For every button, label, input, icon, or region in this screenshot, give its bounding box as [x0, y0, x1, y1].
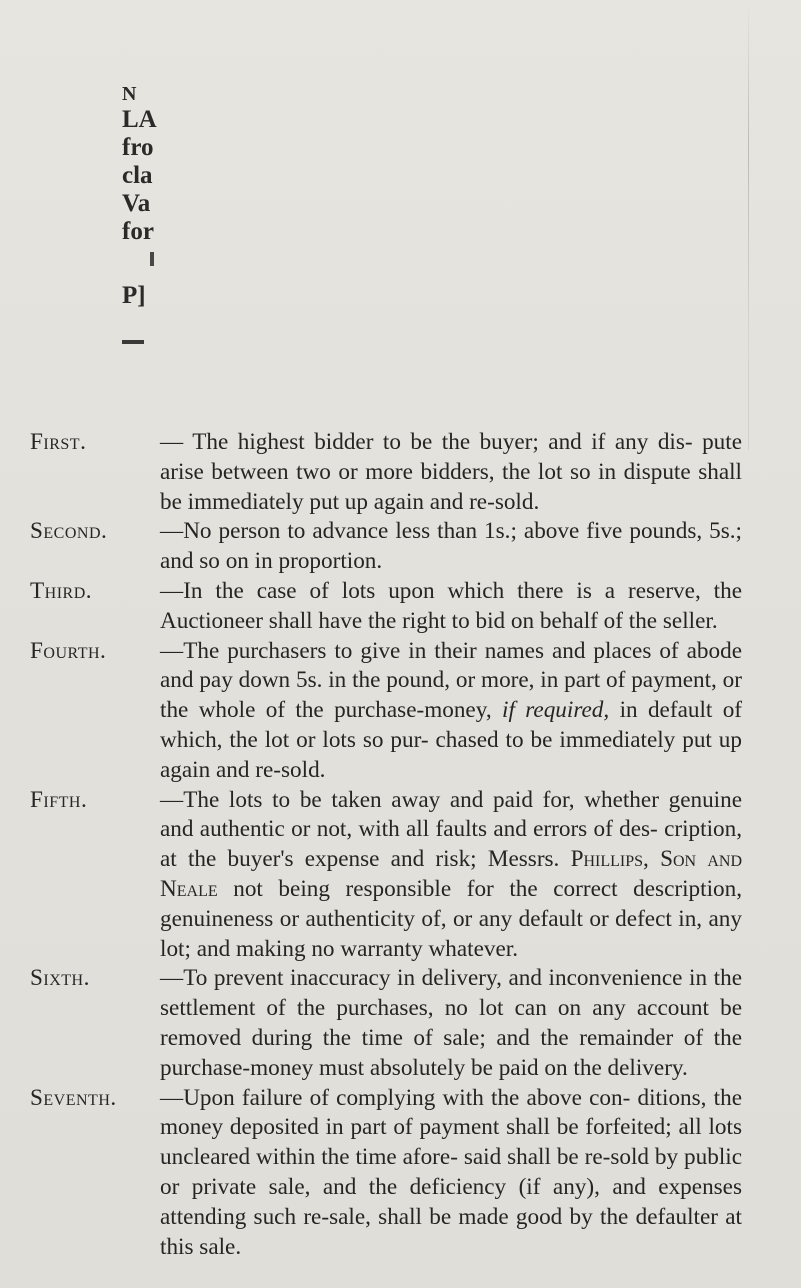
condition-heading: Fourth.	[30, 637, 107, 664]
fragment-mark	[150, 252, 154, 266]
condition-italic-text: if required,	[502, 697, 610, 724]
condition-text: in default of which, the lot or lots so pur- chased to be immediately put up again and re-sold.	[160, 697, 743, 783]
condition-text: —The purchasers to give in their names and places of abode and pay down 5s. in the pound, or more, in part of payment, or the whole of the purchase-money,	[160, 637, 742, 724]
fragment-bar	[122, 340, 144, 344]
page-crease	[748, 0, 749, 360]
fragment-line: LA	[122, 106, 157, 133]
condition-text: —Upon failure of complying with the above con- ditions, the money deposited in part of payment shall be forfeited; all lots uncleared within the time afore- said shall be re-sold by public or private sale, and the deficiency (if any), and expenses attending such re-sale, shall be made good by the defaulter at this sale.	[160, 1084, 742, 1260]
conditions-of-sale	[30, 428, 742, 1262]
fragment-line: cla	[122, 162, 153, 189]
fragment-line: N	[122, 83, 137, 105]
bleed-through-fragment	[122, 82, 192, 344]
page-crease-tail	[748, 360, 749, 450]
condition-heading: Seventh.	[30, 1084, 117, 1111]
condition-heading: Sixth.	[30, 965, 90, 992]
fragment-line: Va	[122, 190, 151, 217]
condition-heading: First.	[30, 429, 87, 455]
condition-text: —No person to advance less than 1s.; above five pounds, 5s.; and so on in proportion.	[160, 518, 742, 575]
condition-text: —In the case of lots upon which there is a reserve, the Auctioneer shall have the right to bid on behalf of the seller.	[160, 577, 742, 634]
condition-text: —To prevent inaccuracy in delivery, and inconvenience in the settlement of the purchases, no lot can on any account be removed during the time of sale; and the remainder of the purchase-money must absolutely be paid on the delivery.	[160, 965, 742, 1081]
condition-fourth	[30, 637, 742, 786]
condition-heading: Third.	[30, 577, 93, 604]
condition-second	[30, 517, 742, 577]
condition-text: —The lots to be taken away and paid for, whether genuine and authentic or not, with all faults and errors of des- cription, at the buyer's expense and risk; Messrs.	[160, 786, 742, 873]
condition-sixth	[30, 964, 742, 1083]
fragment-line: fro	[122, 134, 154, 161]
condition-heading: Fifth.	[30, 786, 88, 813]
condition-text: not being responsible for the correct description, genuineness or authenticity of, or any default or defect in, any lot; and making no warranty whatever.	[160, 875, 743, 962]
fragment-line: for	[122, 218, 154, 245]
condition-fifth	[30, 786, 742, 965]
fragment-line: P]	[122, 282, 146, 309]
condition-heading: Second.	[30, 518, 108, 545]
auctioneer-name: Phillips, Son and Neale	[160, 846, 742, 902]
condition-third	[30, 577, 742, 637]
condition-text: — The highest bidder to be the buyer; and if any dis- pute arise between two or more bidders, the lot so in dispute shall be immediately put up again and re-sold.	[160, 429, 742, 515]
condition-seventh	[30, 1084, 742, 1263]
condition-first	[30, 428, 742, 517]
